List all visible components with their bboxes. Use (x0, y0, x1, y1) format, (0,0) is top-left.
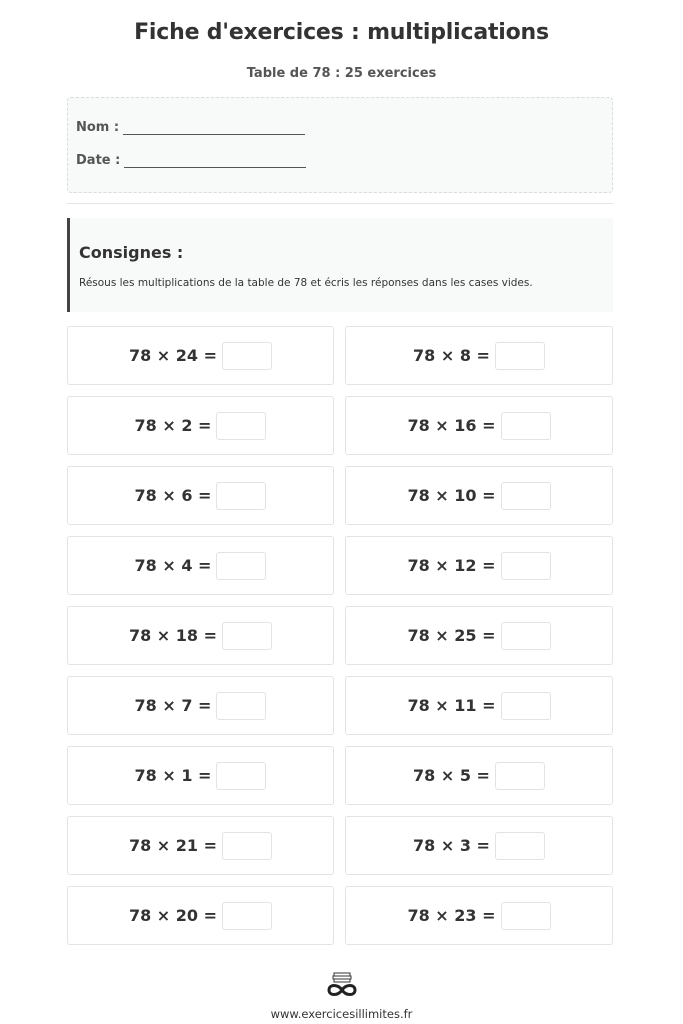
exercise-card (345, 396, 613, 455)
exercise-card (345, 326, 613, 385)
date-label: Date : (76, 153, 121, 168)
answer-box[interactable] (501, 902, 551, 930)
exercise-card (345, 466, 613, 525)
answer-box[interactable] (495, 342, 545, 370)
answer-box[interactable] (222, 342, 272, 370)
exercise-card (67, 816, 334, 875)
exercise-card (67, 396, 334, 455)
exercise-expression: 78 × 10 = (407, 486, 496, 505)
answer-box[interactable] (222, 902, 272, 930)
exercise-card (67, 606, 334, 665)
exercise-expression: 78 × 24 = (128, 346, 218, 365)
answer-box[interactable] (501, 692, 551, 720)
answer-box[interactable] (222, 622, 272, 650)
answer-box[interactable] (501, 412, 551, 440)
exercise-card (67, 886, 334, 945)
answer-box[interactable] (495, 832, 545, 860)
exercise-expression: 78 × 25 = (407, 626, 496, 645)
answer-box[interactable] (501, 482, 551, 510)
answer-box[interactable] (216, 412, 266, 440)
instructions-box (67, 218, 613, 312)
exercise-expression: 78 × 3 = (413, 836, 490, 855)
answer-box[interactable] (222, 832, 272, 860)
name-blank-line[interactable] (123, 123, 305, 135)
infinity-books-logo-icon (325, 972, 359, 998)
exercise-card (67, 536, 334, 595)
exercise-card (67, 466, 334, 525)
exercise-expression: 78 × 2 = (134, 416, 212, 435)
exercise-card (345, 746, 613, 805)
exercise-card (345, 816, 613, 875)
exercise-expression: 78 × 6 = (134, 486, 212, 505)
answer-box[interactable] (495, 762, 545, 790)
exercise-card (67, 676, 334, 735)
name-label: Nom : (76, 120, 120, 135)
exercise-card (345, 886, 613, 945)
exercise-card (67, 746, 334, 805)
exercise-expression: 78 × 4 = (134, 556, 212, 575)
date-blank-line[interactable] (124, 156, 306, 168)
answer-box[interactable] (216, 692, 266, 720)
exercise-grid (67, 326, 613, 945)
exercise-expression: 78 × 8 = (413, 346, 490, 365)
footer-url: www.exercicesillimites.fr (270, 1007, 413, 1021)
answer-box[interactable] (216, 762, 266, 790)
divider (67, 203, 613, 204)
exercise-expression: 78 × 7 = (134, 696, 212, 715)
answer-box[interactable] (501, 622, 551, 650)
exercise-expression: 78 × 20 = (128, 906, 218, 925)
exercise-expression: 78 × 11 = (407, 696, 496, 715)
exercise-card (345, 606, 613, 665)
name-field[interactable] (76, 120, 305, 135)
exercise-card (345, 536, 613, 595)
answer-box[interactable] (216, 552, 266, 580)
page-subtitle: Table de 78 : 25 exercices (246, 66, 437, 81)
answer-box[interactable] (216, 482, 266, 510)
exercise-card (345, 676, 613, 735)
exercise-card (67, 326, 334, 385)
exercise-expression: 78 × 23 = (407, 906, 496, 925)
exercise-expression: 78 × 21 = (128, 836, 218, 855)
exercise-expression: 78 × 5 = (413, 766, 490, 785)
page-title: Fiche d'exercices : multiplications (134, 20, 549, 45)
instructions-title: Consignes : (79, 243, 184, 262)
answer-box[interactable] (501, 552, 551, 580)
exercise-expression: 78 × 18 = (128, 626, 218, 645)
exercise-expression: 78 × 12 = (407, 556, 496, 575)
date-field[interactable] (76, 153, 306, 168)
student-info-box (67, 97, 613, 193)
instructions-text: Résous les multiplications de la table de 78 et écris les réponses dans les cases vides. (79, 277, 533, 289)
exercise-expression: 78 × 16 = (407, 416, 496, 435)
exercise-expression: 78 × 1 = (134, 766, 212, 785)
